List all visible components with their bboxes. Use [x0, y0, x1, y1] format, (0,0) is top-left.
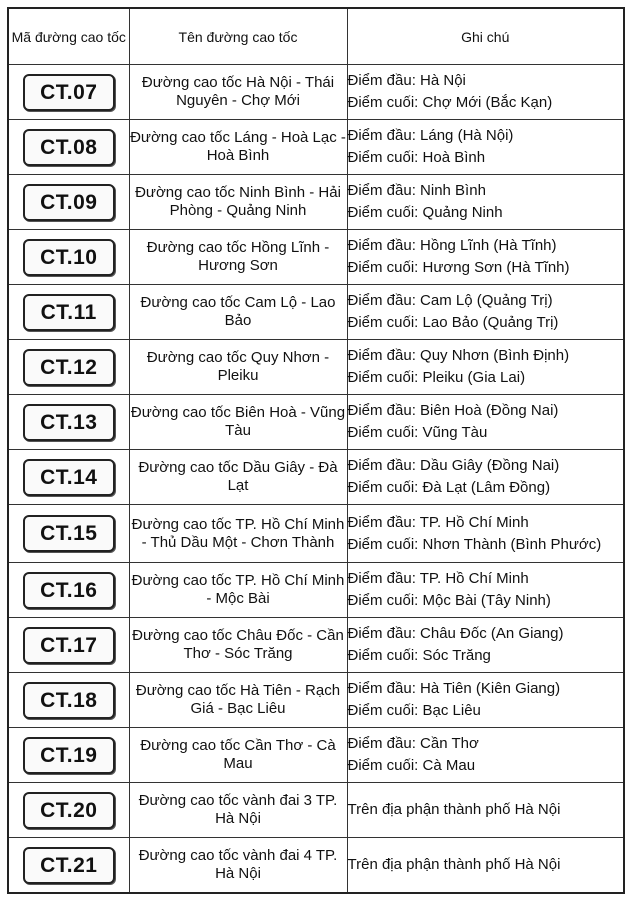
table-row	[8, 673, 624, 728]
header-name: Tên đường cao tốc	[129, 8, 347, 65]
note-start: Điểm đầu: Cam Lộ (Quảng Trị)	[347, 292, 553, 309]
route-note	[347, 783, 624, 838]
table-row	[8, 563, 624, 618]
header-note: Ghi chú	[347, 8, 624, 65]
table-row	[8, 285, 624, 340]
code-cell	[8, 340, 129, 395]
code-cell	[8, 505, 129, 563]
route-code-badge: CT.17	[23, 627, 115, 664]
note-start: Điểm đầu: Châu Đốc (An Giang)	[347, 625, 564, 642]
route-code-badge: CT.07	[23, 74, 115, 111]
code-cell	[8, 285, 129, 340]
table-row	[8, 783, 624, 838]
code-cell	[8, 175, 129, 230]
route-name: Đường cao tốc vành đai 4 TP. Hà Nội	[129, 838, 347, 894]
route-note	[347, 340, 624, 395]
table-row	[8, 65, 624, 120]
note-start: Điểm đầu: Ninh Bình	[347, 182, 486, 199]
code-cell	[8, 563, 129, 618]
table-row	[8, 450, 624, 505]
code-cell	[8, 395, 129, 450]
table-row	[8, 618, 624, 673]
code-cell	[8, 673, 129, 728]
note-end: Điểm cuối: Vũng Tàu	[347, 424, 488, 441]
code-cell	[8, 65, 129, 120]
route-note	[347, 563, 624, 618]
table-row	[8, 728, 624, 783]
route-name: Đường cao tốc Ninh Bình - Hải Phòng - Quảng Ninh	[129, 175, 347, 230]
table-row	[8, 505, 624, 563]
note-start: Điểm đầu: Dầu Giây (Đồng Nai)	[347, 457, 560, 474]
code-cell	[8, 838, 129, 894]
route-note	[347, 120, 624, 175]
route-code-badge: CT.15	[23, 515, 115, 552]
header-row	[8, 8, 624, 65]
note-start: Điểm đầu: TP. Hồ Chí Minh	[347, 570, 529, 587]
note-end: Điểm cuối: Chợ Mới (Bắc Kạn)	[347, 94, 553, 111]
route-note	[347, 285, 624, 340]
route-code-badge: CT.16	[23, 572, 115, 609]
route-note	[347, 175, 624, 230]
route-name: Đường cao tốc Cam Lộ - Lao Bảo	[129, 285, 347, 340]
expressway-table	[7, 7, 625, 894]
note-end: Điểm cuối: Hoà Bình	[347, 149, 486, 166]
note-end: Điểm cuối: Lao Bảo (Quảng Trị)	[347, 314, 559, 331]
code-cell	[8, 450, 129, 505]
route-code-badge: CT.14	[23, 459, 115, 496]
code-cell	[8, 783, 129, 838]
note-end: Điểm cuối: Đà Lạt (Lâm Đồng)	[347, 479, 551, 496]
note-start: Điểm đầu: Cần Thơ	[347, 735, 479, 752]
route-code-badge: CT.21	[23, 847, 115, 884]
route-note	[347, 450, 624, 505]
note-end: Điểm cuối: Cà Mau	[347, 757, 476, 774]
table-row	[8, 340, 624, 395]
note-start: Điểm đầu: Quy Nhơn (Bình Định)	[347, 347, 570, 364]
route-note	[347, 395, 624, 450]
note-start: Trên địa phận thành phố Hà Nội	[347, 856, 561, 873]
route-note	[347, 728, 624, 783]
header-code: Mã đường cao tốc	[8, 8, 129, 65]
route-name: Đường cao tốc vành đai 3 TP. Hà Nội	[129, 783, 347, 838]
route-name: Đường cao tốc Hà Nội - Thái Nguyên - Chợ Mới	[129, 65, 347, 120]
note-start: Điểm đầu: Hà Nội	[347, 72, 466, 89]
table-row	[8, 838, 624, 894]
table-body	[8, 65, 624, 894]
note-end: Điểm cuối: Bạc Liêu	[347, 702, 481, 719]
note-end: Điểm cuối: Hương Sơn (Hà Tĩnh)	[347, 259, 570, 276]
route-name: Đường cao tốc Dầu Giây - Đà Lạt	[129, 450, 347, 505]
note-end: Điểm cuối: Nhơn Thành (Bình Phước)	[347, 535, 602, 553]
route-code-badge: CT.20	[23, 792, 115, 829]
table-row	[8, 230, 624, 285]
route-code-badge: CT.12	[23, 349, 115, 386]
route-code-badge: CT.13	[23, 404, 115, 441]
note-end: Điểm cuối: Pleiku (Gia Lai)	[347, 369, 526, 386]
route-name: Đường cao tốc Quy Nhơn - Pleiku	[129, 340, 347, 395]
note-start: Điểm đầu: Hồng Lĩnh (Hà Tĩnh)	[347, 237, 557, 254]
route-note	[347, 505, 624, 563]
route-name: Đường cao tốc Láng - Hoà Lạc - Hoà Bình	[129, 120, 347, 175]
code-cell	[8, 120, 129, 175]
route-note	[347, 65, 624, 120]
route-name: Đường cao tốc Cần Thơ - Cà Mau	[129, 728, 347, 783]
route-code-badge: CT.11	[23, 294, 115, 331]
note-start: Điểm đầu: Biên Hoà (Đồng Nai)	[347, 402, 559, 419]
code-cell	[8, 230, 129, 285]
route-note	[347, 673, 624, 728]
route-name: Đường cao tốc Châu Đốc - Cần Thơ - Sóc Trăng	[129, 618, 347, 673]
route-code-badge: CT.18	[23, 682, 115, 719]
table-row	[8, 395, 624, 450]
route-name: Đường cao tốc TP. Hồ Chí Minh - Thủ Dầu Một - Chơn Thành	[129, 505, 347, 563]
table-row	[8, 175, 624, 230]
route-note	[347, 618, 624, 673]
route-code-badge: CT.08	[23, 129, 115, 166]
code-cell	[8, 618, 129, 673]
note-end: Điểm cuối: Mộc Bài (Tây Ninh)	[347, 592, 551, 609]
route-name: Đường cao tốc Hà Tiên - Rạch Giá - Bạc Liêu	[129, 673, 347, 728]
route-code-badge: CT.10	[23, 239, 115, 276]
route-code-badge: CT.19	[23, 737, 115, 774]
route-code-badge: CT.09	[23, 184, 115, 221]
table-row	[8, 120, 624, 175]
route-note	[347, 838, 624, 894]
note-end: Điểm cuối: Sóc Trăng	[347, 647, 491, 664]
route-name: Đường cao tốc Hồng Lĩnh - Hương Sơn	[129, 230, 347, 285]
note-start: Điểm đầu: Hà Tiên (Kiên Giang)	[347, 680, 561, 697]
route-name: Đường cao tốc TP. Hồ Chí Minh - Mộc Bài	[129, 563, 347, 618]
route-note	[347, 230, 624, 285]
note-start: Điểm đầu: Láng (Hà Nội)	[347, 127, 514, 144]
note-start: Trên địa phận thành phố Hà Nội	[347, 801, 561, 818]
note-end: Điểm cuối: Quảng Ninh	[347, 204, 503, 221]
note-start: Điểm đầu: TP. Hồ Chí Minh	[347, 513, 529, 531]
route-name: Đường cao tốc Biên Hoà - Vũng Tàu	[129, 395, 347, 450]
code-cell	[8, 728, 129, 783]
